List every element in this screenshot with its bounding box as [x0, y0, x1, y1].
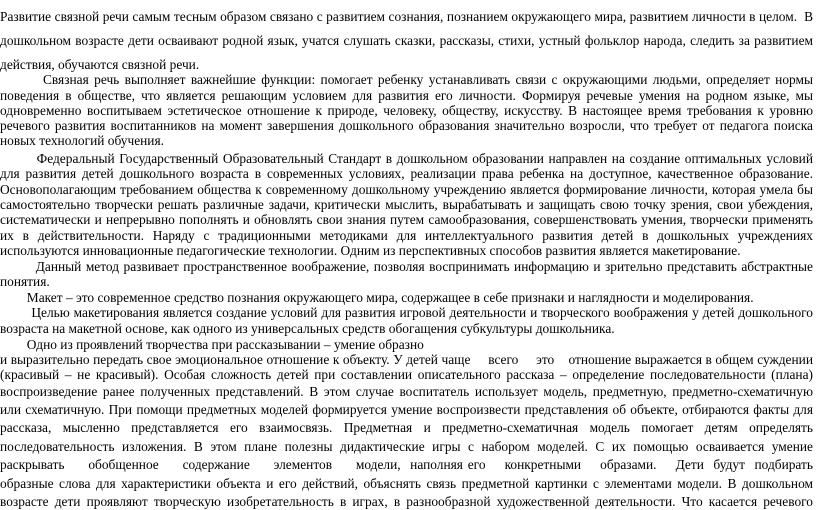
text-line: систематически и непрерывно пополнять и обновлять свои знания путем самообразования, совершенствовать умения, творчески применять	[0, 212, 813, 227]
text-line: возрасте дети проявляют творческую изобретательность в играх, в разнообразной художественной деятельности. Что касается речевого	[0, 494, 813, 509]
text-line: для развития детей дошкольного возраста в современных условиях, реализации права ребенка на доступное, качественное образование.	[0, 166, 813, 181]
text-line: рассказа, мысленно представляется его взаимосвязь. Предметная и предметно-схематичная модель помогает детям определять	[0, 420, 813, 435]
text-line: возраста на макетной основе, как одного из универсальных средств обогащения субкультуры дошкольника.	[0, 321, 615, 336]
text-line: самостоятельно творчески решать различные задачи, критически мыслить, вырабатывать и защищать свою точку зрения, свои убеждения,	[0, 197, 813, 212]
text-line: воспроизведение ранее полученных представлений. В этом случае воспитатель использует модель, предметную, предметно-схематичную	[0, 384, 813, 399]
text-line: дошкольном возрасте дети осваивают родной язык, учатся слушать сказки, рассказы, стихи, устный фольклор народа, следить за развитием	[0, 33, 813, 48]
text-line: Данный метод развивает пространственное воображение, позволяя воспринимать информацию и зрительно представить абстрактные	[0, 259, 813, 274]
text-line: используются инновационные педагогические технологии. Одним из перспективных способов развития является макетирование.	[0, 243, 741, 258]
text-line: понятия.	[0, 274, 50, 289]
text-line: новых технологий обучения.	[0, 133, 164, 148]
text-line: поведения в обществе, что является решающим условием для развития его личности. Формируя речевые умения на родном языке, мы	[0, 88, 813, 103]
text-line: действия, обучаются связной речи.	[0, 57, 200, 72]
text-line: Связная речь выполняет важнейшие функции: помогает ребенку устанавливать связи с окружающими людьми, определяет нормы	[0, 72, 813, 87]
text-line: и выразительно передать свое эмоциональное отношение к объекту. У детей чаще всего это отношение выражается в общем суждении	[0, 352, 813, 367]
text-line: Целью макетирования является создание условий для развития игровой деятельности и творческого воображения у детей дошкольного	[0, 305, 813, 320]
text-line: или схематичную. При помощи предметных моделей формируется умение воспроизвести представления об объекте, отбираются факты для	[0, 402, 813, 417]
text-line: последовательность изложения. В этом плане полезны дидактические игры с набором моделей. С их помощью осваивается умение	[0, 439, 813, 454]
text-line: Развитие связной речи самым тесным образом связано с развитием сознания, познанием окружающего мира, развитием личности в целом. В	[0, 9, 813, 24]
text-line: Федеральный Государственный Образовательный Стандарт в дошкольном образовании направлен на создание оптимальных условий	[0, 151, 813, 166]
text-line: Одно из проявлений творчества при рассказывании – умение образно	[0, 337, 424, 352]
text-line: их в действительности. Наряду с традиционными методиками для интеллектуального развития детей в дошкольных учреждениях	[0, 228, 813, 243]
text-line: Основополагающим требованием общества к современному дошкольному учреждению является формирование личности, которая умела бы	[0, 182, 813, 197]
text-line: раскрывать обобщенное содержание элементов модели, наполняя его конкретными образами. Дети будут подбирать	[0, 457, 813, 472]
text-line: Макет – это современное средство познания окружающего мира, содержащее в себе признаки и наглядности и моделирования.	[0, 290, 754, 305]
text-line: одновременно воспитываем эстетическое отношение к природе, человеку, обществу, искусству. В настоящее время требования к уровню	[0, 103, 813, 118]
text-line: речевого развития воспитанников на момент завершения дошкольного образования значительно возросли, что требует от педагога поиска	[0, 118, 813, 133]
text-line: (красивый – не красивый). Особая сложность детей при составлении описательного рассказа – определение последовательности (плана)	[0, 367, 813, 382]
text-line: образные слова для характеристики объекта и его действий, объяснять связь предметной картинки с элементами модели. В дошкольном	[0, 476, 813, 491]
